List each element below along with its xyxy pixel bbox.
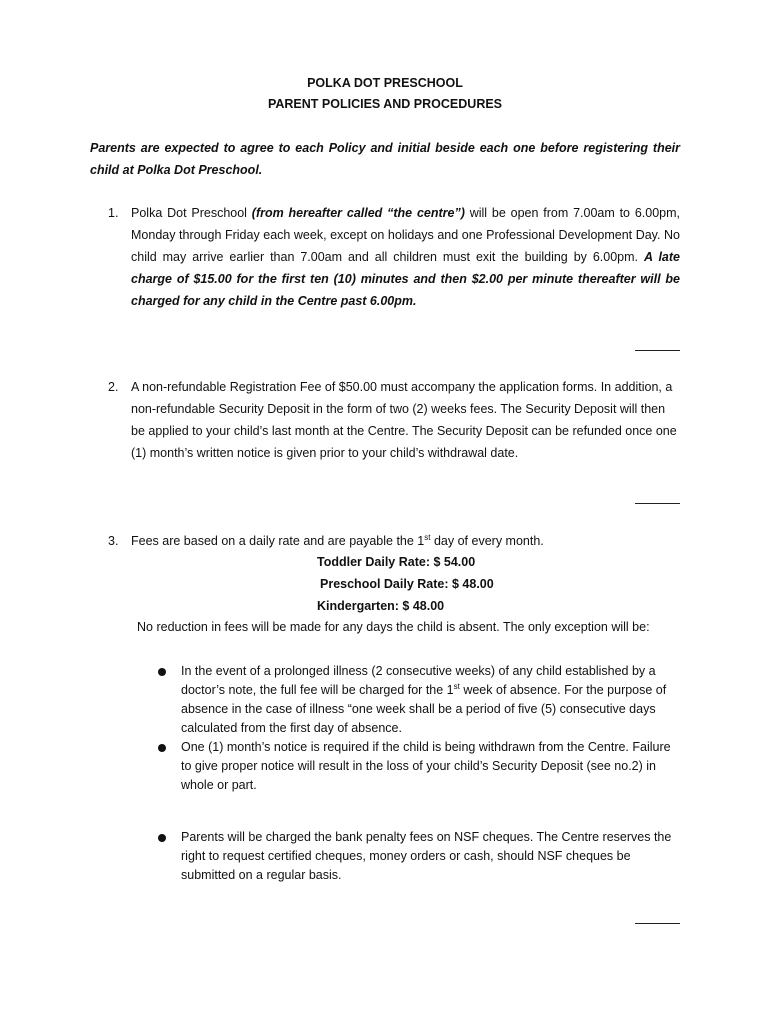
policy-2-text: A non-refundable Registration Fee of $50.00 must accompany the application forms. In addition, a non-refundable Security Deposit in the form of two (2) weeks fees. The Security Deposit will then be applied to your child’s last month at the Centre. The Security Deposit can be refunded once one (1) month’s written notice is given prior to your child’s withdrawal date. [131, 380, 677, 460]
policy-3-text-a: Fees are based on a daily rate and are payable the 1 [131, 534, 425, 548]
bullet-illness [181, 662, 681, 738]
policy-3-initial-line[interactable] [635, 923, 680, 924]
toddler-rate: Toddler Daily Rate: $ 54.00 [317, 555, 476, 569]
bullet-illness-a: In the event of a prolonged illness (2 consecutive weeks) of any child established by a doctor’s note, the full fee will be charged for the 1 [181, 664, 656, 697]
policy-1-initial-line[interactable] [635, 350, 680, 351]
intro-paragraph: Parents are expected to agree to each Policy and initial beside each one before registering their child at Polka Dot Preschool. [90, 141, 680, 177]
bullet-illness-b: week of absence. For the purpose of absence in the case of illness “one week shall be a period of five (5) consecutive days calculated from the first day of absence. [181, 683, 667, 735]
school-name: POLKA DOT PRESCHOOL [307, 76, 463, 90]
policy-3-intro [131, 530, 680, 552]
bullet-dot-3 [158, 834, 166, 842]
kindergarten-rate: Kindergarten: $ 48.00 [317, 599, 445, 613]
no-reduction-text: No reduction in fees will be made for any days the child is absent. The only exception will be: [137, 620, 650, 634]
policy-1-late-charge: A late charge of $15.00 for the first ten (10) minutes and then $2.00 per minute thereafter will be charged for any child in the Centre past 6.00pm. [131, 250, 680, 308]
preschool-rate: Preschool Daily Rate: $ 48.00 [320, 577, 494, 591]
policy-2-initial-line[interactable] [635, 503, 680, 504]
bullet-illness-sup: st [453, 681, 460, 691]
bullet-dot-2 [158, 744, 166, 752]
policy-1-number: 1. [108, 206, 119, 220]
bullet-nsf: Parents will be charged the bank penalty fees on NSF cheques. The Centre reserves the right to request certified cheques, money orders or cash, should NSF cheques be submitted on a regular basis. [181, 830, 672, 882]
document-title: PARENT POLICIES AND PROCEDURES [267, 97, 503, 111]
policy-3-sup: st [424, 532, 431, 542]
bullet-dot-1 [158, 668, 166, 676]
policy-3-text-b: day of every month. [430, 534, 544, 548]
policy-1-text [131, 202, 680, 312]
policy-1-text-a: Polka Dot Preschool [131, 206, 252, 220]
policy-1-text-c: will be open from 7.00am to 6.00pm, Monday through Friday each week, except on holidays and one Professional Development Day. No child may arrive earlier than 7.00am and all children must exit the building by 6.00pm. [131, 206, 681, 264]
bullet-withdrawal: One (1) month’s notice is required if the child is being withdrawn from the Centre. Failure to give proper notice will result in the loss of your child’s Security Deposit (see no.2) in whole or part. [181, 740, 671, 792]
policy-1-text-b: (from hereafter called “the centre”) [251, 206, 465, 220]
policy-2-number: 2. [108, 380, 119, 394]
policy-3-number: 3. [108, 534, 119, 548]
